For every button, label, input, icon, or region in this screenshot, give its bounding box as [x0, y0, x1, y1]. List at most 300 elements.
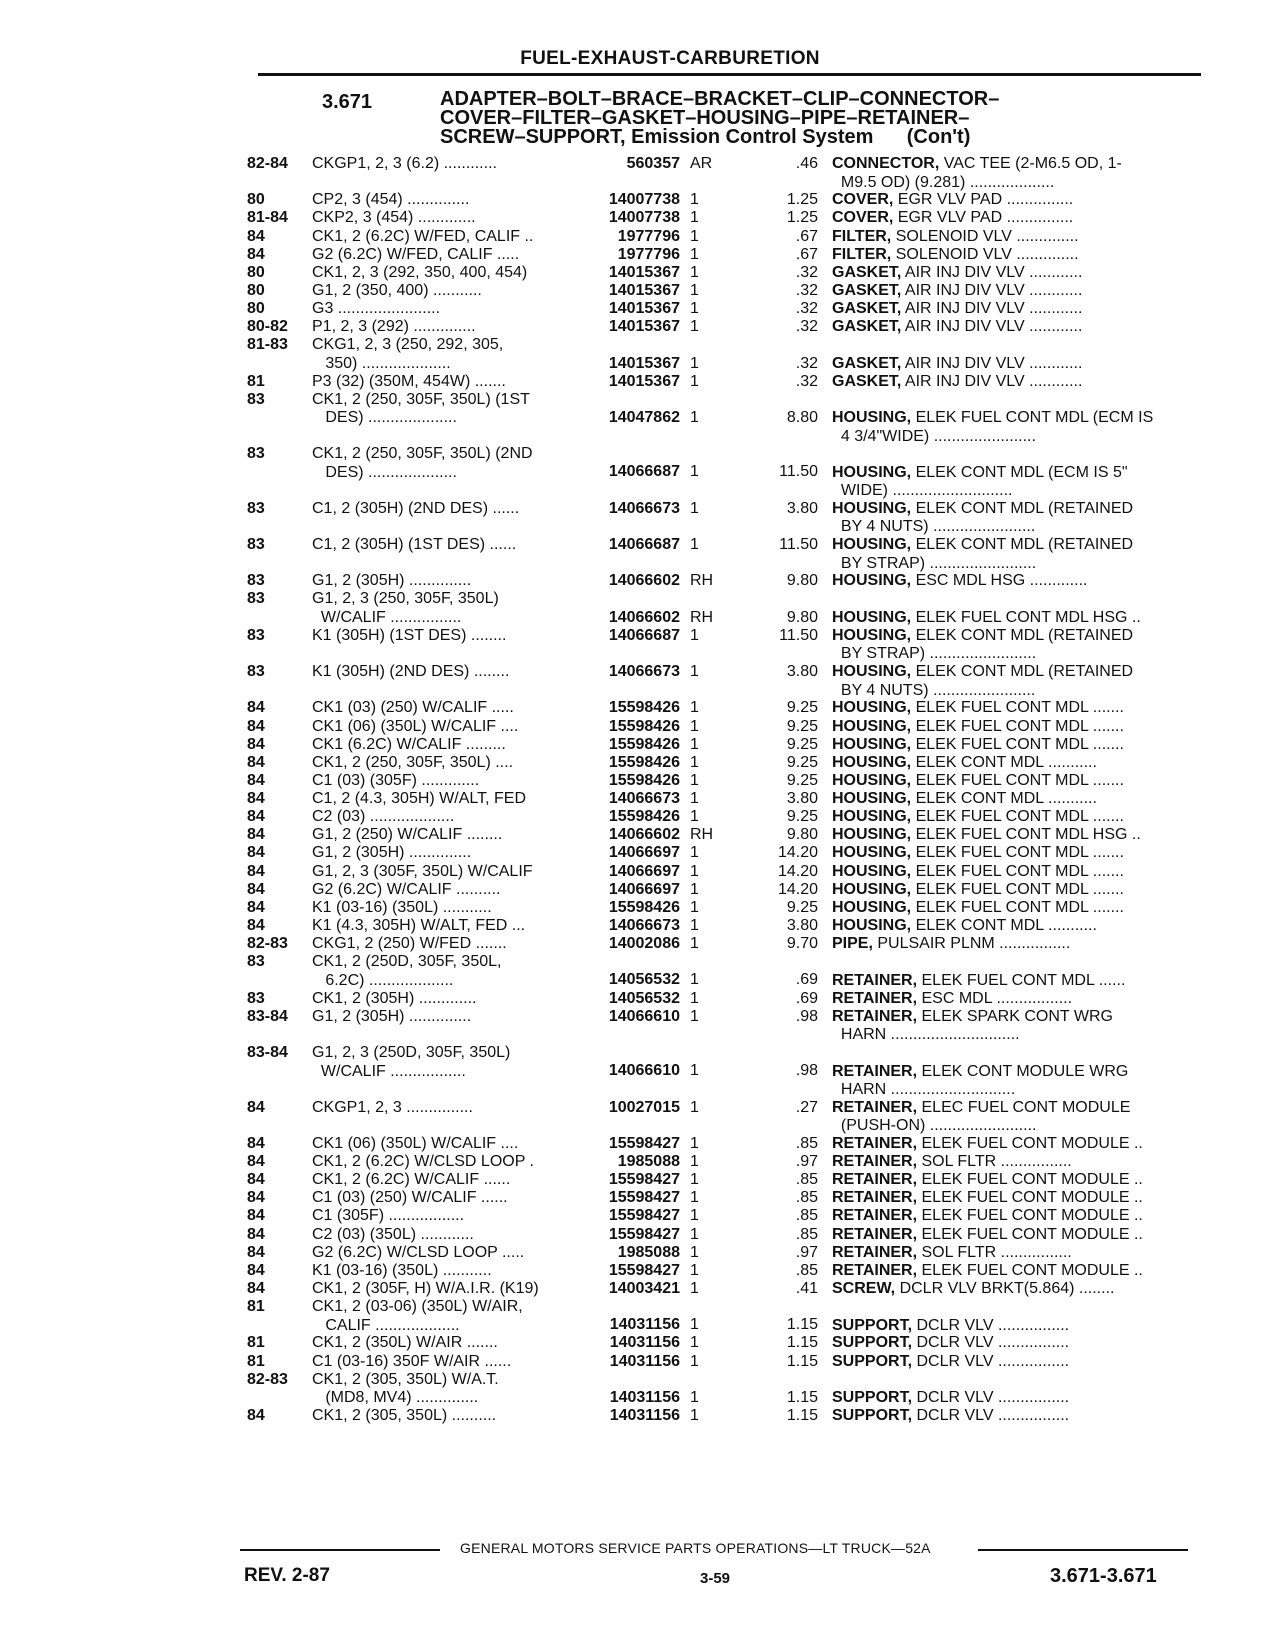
cell-description: HOUSING, ELEK FUEL CONT MDL ....... — [832, 844, 1124, 862]
cell-model: G1, 2 (350, 400) ........... — [312, 282, 482, 299]
cell-part-number: 14066673 — [608, 917, 680, 935]
cell-model: CK1, 2 (305, 350L) W/A.T. (MD8, MV4) .............. — [312, 1370, 499, 1407]
cell-price: .69 — [795, 989, 818, 1007]
cell-description: RETAINER, ELEK FUEL CONT MODULE .. — [832, 1225, 1143, 1243]
table-row — [0, 1244, 1280, 1262]
cell-model: CK1, 2 (250, 305F, 350L) .... — [312, 753, 514, 771]
cell-description: RETAINER, SOL FLTR ................ — [832, 1152, 1072, 1170]
table-row — [0, 264, 1280, 282]
cell-quantity: 1 — [690, 898, 699, 916]
cell-year: 84 — [247, 1261, 265, 1279]
cell-model: CK1 (03) (250) W/CALIF ..... — [312, 699, 514, 717]
cell-description: RETAINER, ELEK FUEL CONT MODULE .. — [832, 1207, 1143, 1225]
cell-year: 84 — [247, 699, 265, 717]
cell-part-number: 14056532 — [608, 971, 680, 989]
cell-model: K1 (03-16) (350L) ........... — [312, 1261, 492, 1279]
cell-part-number: 14066673 — [608, 663, 680, 681]
table-row — [0, 881, 1280, 899]
cell-description: HOUSING, ELEK CONT MDL ........... — [832, 917, 1097, 935]
cell-price: 9.25 — [786, 898, 818, 916]
cell-model: C1, 2 (4.3, 305H) W/ALT, FED — [312, 790, 526, 808]
cell-description: RETAINER, ELEK FUEL CONT MODULE .. — [832, 1171, 1143, 1189]
cell-description: SUPPORT, DCLR VLV ................ — [832, 1406, 1070, 1424]
cell-price: 1.25 — [786, 191, 818, 209]
cell-price: .67 — [795, 245, 818, 263]
table-row — [0, 953, 1280, 989]
cell-part-number: 15598427 — [608, 1189, 680, 1207]
cell-quantity: 1 — [690, 1406, 699, 1424]
cell-part-number: 14015367 — [608, 318, 680, 336]
cell-model: CK1, 2 (305, 350L) .......... — [312, 1406, 497, 1424]
cell-year: 81 — [247, 1352, 265, 1370]
cell-part-number: 14015367 — [608, 300, 680, 318]
cell-year: 84 — [247, 790, 265, 808]
cell-model: C2 (03) (350L) ............ — [312, 1225, 474, 1243]
cell-part-number: 14066610 — [608, 1062, 680, 1080]
cell-part-number: 560357 — [626, 155, 680, 172]
table-row — [0, 754, 1280, 772]
cell-price: 3.80 — [786, 790, 818, 808]
cell-model: CKG1, 2 (250) W/FED ....... — [312, 935, 507, 953]
table-row — [0, 300, 1280, 318]
cell-description: HOUSING, ELEK FUEL CONT MDL ....... — [832, 880, 1124, 898]
cell-description: FILTER, SOLENOID VLV .............. — [832, 227, 1079, 245]
cell-price: .85 — [795, 1171, 818, 1189]
table-row — [0, 808, 1280, 826]
section-title-line-3: SCREW–SUPPORT, Emission Control System (Con't) — [440, 126, 971, 148]
cell-part-number: 14066697 — [608, 844, 680, 862]
cell-price: .85 — [795, 1261, 818, 1279]
cell-year: 83-84 — [247, 1007, 288, 1025]
table-row — [0, 1153, 1280, 1171]
cell-model: C1 (03) (305F) ............. — [312, 771, 480, 789]
table-row — [0, 935, 1280, 953]
cell-part-number: 14031156 — [609, 1406, 680, 1424]
cell-year: 84 — [247, 1098, 265, 1116]
cell-part-number: 14066687 — [608, 463, 680, 481]
cell-quantity: 1 — [690, 209, 699, 227]
cell-part-number: 14015367 — [608, 372, 680, 390]
cell-year: 81 — [247, 1298, 265, 1316]
table-row — [0, 1334, 1280, 1352]
cell-part-number: 14015367 — [608, 263, 680, 281]
table-row — [0, 1008, 1280, 1044]
footer-publisher: GENERAL MOTORS SERVICE PARTS OPERATIONS—LT TRUCK—52A — [460, 1540, 931, 1556]
cell-part-number: 14002086 — [608, 935, 680, 953]
cell-part-number: 14056532 — [608, 989, 680, 1007]
cell-part-number: 14007738 — [608, 191, 680, 209]
cell-description: HOUSING, ELEK FUEL CONT MDL ....... — [832, 808, 1124, 826]
cell-model: CK1 (06) (350L) W/CALIF .... — [312, 717, 519, 735]
cell-model: C1 (03-16) 350F W/AIR ...... — [312, 1352, 512, 1370]
table-row — [0, 826, 1280, 844]
cell-year: 82-83 — [247, 935, 288, 953]
cell-quantity: 1 — [690, 263, 699, 281]
cell-description: HOUSING, ELEK FUEL CONT MDL ....... — [832, 898, 1124, 916]
cell-year: 84 — [247, 880, 265, 898]
cell-year: 83 — [247, 390, 265, 408]
cell-year: 82-84 — [247, 155, 288, 172]
cell-price: .32 — [795, 300, 818, 318]
cell-description: HOUSING, ELEK FUEL CONT MDL ....... — [832, 717, 1124, 735]
table-row — [0, 718, 1280, 736]
cell-quantity: 1 — [690, 300, 699, 318]
cell-price: 1.15 — [786, 1334, 818, 1352]
cell-price: .98 — [795, 1007, 818, 1025]
footer-revision: REV. 2-87 — [244, 1565, 330, 1586]
cell-year: 83 — [247, 989, 265, 1007]
cell-part-number: 1985088 — [617, 1243, 680, 1261]
table-row — [0, 445, 1280, 499]
cell-description: PIPE, PULSAIR PLNM ................ — [832, 935, 1071, 953]
cell-quantity: 1 — [690, 1225, 699, 1243]
table-row — [0, 844, 1280, 862]
cell-part-number: 15598426 — [608, 735, 680, 753]
cell-quantity: 1 — [690, 372, 699, 390]
footer-section-range: 3.671-3.671 — [1050, 1565, 1157, 1587]
section-title-line-2: COVER–FILTER–GASKET–HOUSING–PIPE–RETAINER– — [440, 107, 970, 129]
cell-year: 83 — [247, 445, 265, 463]
cell-part-number: 15598426 — [608, 898, 680, 916]
cell-model: CK1, 2 (350L) W/AIR ....... — [312, 1334, 498, 1352]
header-rule — [258, 73, 1201, 76]
cell-model: CP2, 3 (454) .............. — [312, 191, 470, 209]
cell-model: G1, 2 (305H) .............. — [312, 1007, 472, 1025]
cell-part-number: 1977796 — [617, 245, 680, 263]
cell-part-number: 14066697 — [608, 880, 680, 898]
cell-quantity: 1 — [690, 808, 699, 826]
cell-price: .46 — [795, 155, 818, 172]
table-row — [0, 1044, 1280, 1098]
cell-quantity: 1 — [690, 917, 699, 935]
cell-year: 84 — [247, 771, 265, 789]
cell-description: RETAINER, ELEK SPARK CONT WRG HARN ............................. — [832, 1007, 1113, 1044]
cell-model: G1, 2 (305H) .............. — [312, 572, 472, 590]
cell-part-number: 1985088 — [617, 1152, 680, 1170]
table-row — [0, 1280, 1280, 1298]
cell-part-number: 14047862 — [608, 409, 680, 426]
cell-quantity: 1 — [690, 626, 699, 644]
cell-quantity: RH — [690, 608, 714, 626]
cell-quantity: 1 — [690, 1279, 699, 1297]
cell-model: G2 (6.2C) W/FED, CALIF ..... — [312, 245, 520, 263]
cell-model: K1 (305H) (1ST DES) ........ — [312, 626, 507, 644]
cell-year: 84 — [247, 1152, 265, 1170]
table-row — [0, 282, 1280, 300]
table-row — [0, 1189, 1280, 1207]
cell-quantity: 1 — [690, 753, 699, 771]
cell-price: 9.25 — [786, 771, 818, 789]
cell-year: 84 — [247, 245, 265, 263]
table-row — [0, 863, 1280, 881]
table-row — [0, 373, 1280, 391]
cell-description: GASKET, AIR INJ DIV VLV ............ — [832, 318, 1083, 336]
cell-description: GASKET, AIR INJ DIV VLV ............ — [832, 263, 1083, 281]
cell-description: GASKET, AIR INJ DIV VLV ............ — [832, 300, 1083, 318]
cell-description: GASKET, AIR INJ DIV VLV ............ — [832, 372, 1083, 390]
cell-price: 9.80 — [786, 826, 818, 844]
cell-quantity: 1 — [690, 1261, 699, 1279]
cell-part-number: 10027015 — [608, 1098, 680, 1116]
cell-quantity: 1 — [690, 227, 699, 245]
cell-year: 84 — [247, 862, 265, 880]
cell-year: 81 — [247, 1334, 265, 1352]
cell-description: HOUSING, ELEK CONT MDL (RETAINED BY STRAP) ........................ — [832, 626, 1134, 663]
cell-year: 84 — [247, 898, 265, 916]
cell-quantity: 1 — [690, 790, 699, 808]
cell-price: .85 — [795, 1134, 818, 1152]
cell-year: 84 — [247, 1279, 265, 1297]
cell-year: 84 — [247, 717, 265, 735]
cell-model: C1, 2 (305H) (2ND DES) ...... — [312, 499, 520, 517]
cell-model: CK1, 2 (6.2C) W/CLSD LOOP . — [312, 1152, 534, 1170]
cell-year: 84 — [247, 844, 265, 862]
cell-model: K1 (305H) (2ND DES) ........ — [312, 663, 510, 681]
cell-price: .67 — [795, 227, 818, 245]
cell-model: CKGP1, 2, 3 (6.2) ............ — [312, 155, 497, 172]
cell-quantity: 1 — [690, 880, 699, 898]
cell-price: 9.80 — [786, 608, 818, 626]
cell-model: CK1, 2 (305F, H) W/A.I.R. (K19) — [312, 1279, 539, 1297]
cell-quantity: 1 — [690, 699, 699, 717]
cell-part-number: 14003421 — [608, 1279, 680, 1297]
parts-table — [0, 155, 1280, 1425]
cell-price: 9.80 — [786, 572, 818, 590]
cell-part-number: 14031156 — [609, 1352, 680, 1370]
table-row — [0, 590, 1280, 626]
cell-description: HOUSING, ELEK FUEL CONT MDL (ECM IS 4 3/4"WIDE) ....................... — [832, 409, 1154, 446]
cell-price: 3.80 — [786, 663, 818, 681]
cell-price: 9.25 — [786, 699, 818, 717]
cell-model: C1, 2 (305H) (1ST DES) ...... — [312, 536, 517, 554]
cell-quantity: 1 — [690, 771, 699, 789]
table-row — [0, 1135, 1280, 1153]
cell-price: 1.15 — [786, 1316, 818, 1334]
cell-model: CKG1, 2, 3 (250, 292, 305, 350) .................... — [312, 336, 504, 373]
table-row — [0, 500, 1280, 536]
cell-model: CK1 (06) (350L) W/CALIF .... — [312, 1134, 519, 1152]
cell-price: 8.80 — [786, 409, 818, 426]
cell-quantity: 1 — [690, 245, 699, 263]
cell-year: 83 — [247, 572, 265, 590]
cell-model: CKGP1, 2, 3 ............... — [312, 1098, 473, 1116]
cell-description: SUPPORT, DCLR VLV ................ — [832, 1316, 1070, 1334]
cell-quantity: 1 — [690, 935, 699, 953]
cell-description: SUPPORT, DCLR VLV ................ — [832, 1352, 1070, 1370]
cell-description: RETAINER, SOL FLTR ................ — [832, 1243, 1072, 1261]
cell-part-number: 14066602 — [608, 572, 680, 590]
cell-price: .41 — [795, 1279, 818, 1297]
cell-year: 80 — [247, 300, 265, 318]
table-row — [0, 246, 1280, 264]
cell-model: CK1, 2 (03-06) (350L) W/AIR, CALIF ................... — [312, 1298, 523, 1334]
cell-part-number: 14066697 — [608, 862, 680, 880]
cell-year: 84 — [247, 1171, 265, 1189]
table-row — [0, 1407, 1280, 1425]
cell-part-number: 14066687 — [608, 536, 680, 554]
table-row — [0, 990, 1280, 1008]
cell-price: 9.25 — [786, 735, 818, 753]
section-number: 3.671 — [322, 91, 373, 113]
cell-part-number: 15598426 — [608, 771, 680, 789]
cell-part-number: 14066687 — [608, 626, 680, 644]
cell-part-number: 15598426 — [608, 753, 680, 771]
cell-quantity: 1 — [690, 1243, 699, 1261]
cell-description: COVER, EGR VLV PAD ............... — [832, 209, 1074, 227]
cell-quantity: 1 — [690, 1388, 699, 1406]
cell-price: 1.15 — [786, 1406, 818, 1424]
cell-model: CK1, 2 (250, 305F, 350L) (2ND DES) .................... — [312, 445, 533, 481]
cell-model: CK1, 2 (305H) ............. — [312, 989, 477, 1007]
cell-price: .27 — [795, 1098, 818, 1116]
cell-year: 84 — [247, 917, 265, 935]
cell-part-number: 15598427 — [608, 1171, 680, 1189]
cell-part-number: 15598427 — [608, 1261, 680, 1279]
cell-part-number: 15598426 — [608, 717, 680, 735]
table-row — [0, 627, 1280, 663]
cell-year: 84 — [247, 1225, 265, 1243]
cell-description: HOUSING, ELEK FUEL CONT MDL ....... — [832, 771, 1124, 789]
cell-price: .85 — [795, 1207, 818, 1225]
cell-model: P3 (32) (350M, 454W) ....... — [312, 372, 506, 390]
cell-quantity: 1 — [690, 1316, 699, 1334]
cell-model: CK1, 2 (6.2C) W/CALIF ...... — [312, 1171, 511, 1189]
cell-quantity: 1 — [690, 409, 699, 426]
cell-year: 83 — [247, 953, 265, 971]
cell-part-number: 14031156 — [609, 1316, 680, 1334]
cell-quantity: 1 — [690, 1171, 699, 1189]
cell-quantity: 1 — [690, 1098, 699, 1116]
cell-price: 1.25 — [786, 209, 818, 227]
cell-part-number: 14066610 — [608, 1007, 680, 1025]
cell-description: RETAINER, ELEK FUEL CONT MODULE .. — [832, 1189, 1143, 1207]
cell-quantity: 1 — [690, 844, 699, 862]
cell-price: .69 — [795, 971, 818, 989]
cell-year: 83 — [247, 663, 265, 681]
cell-quantity: 1 — [690, 1352, 699, 1370]
cell-price: .98 — [795, 1062, 818, 1080]
cell-description: RETAINER, ELEK FUEL CONT MODULE .. — [832, 1134, 1143, 1152]
cell-quantity: 1 — [690, 989, 699, 1007]
cell-price: .32 — [795, 318, 818, 336]
cell-model: G3 ....................... — [312, 300, 441, 318]
table-row — [0, 391, 1280, 445]
cell-year: 84 — [247, 1134, 265, 1152]
table-row — [0, 1226, 1280, 1244]
table-row — [0, 663, 1280, 699]
cell-price: .97 — [795, 1152, 818, 1170]
page-header-title: FUEL-EXHAUST-CARBURETION — [520, 48, 820, 69]
cell-quantity: 1 — [690, 717, 699, 735]
cell-part-number: 15598426 — [608, 808, 680, 826]
cell-price: .32 — [795, 263, 818, 281]
cell-part-number: 14015367 — [608, 282, 680, 299]
cell-year: 83 — [247, 626, 265, 644]
cell-quantity: AR — [690, 155, 713, 172]
cell-quantity: RH — [690, 572, 714, 590]
cell-quantity: 1 — [690, 735, 699, 753]
cell-model: CK1, 2 (6.2C) W/FED, CALIF .. — [312, 227, 534, 245]
cell-price: .85 — [795, 1189, 818, 1207]
table-row — [0, 228, 1280, 246]
cell-part-number: 1977796 — [617, 227, 680, 245]
table-row — [0, 1353, 1280, 1371]
cell-year: 84 — [247, 735, 265, 753]
table-row — [0, 1171, 1280, 1189]
cell-description: HOUSING, ELEK CONT MDL (RETAINED BY STRAP) ........................ — [832, 536, 1134, 572]
cell-part-number: 14007738 — [608, 209, 680, 227]
cell-description: RETAINER, ELEK CONT MODULE WRG HARN ............................ — [832, 1062, 1129, 1099]
cell-price: .32 — [795, 354, 818, 372]
cell-model: C1 (03) (250) W/CALIF ...... — [312, 1189, 508, 1207]
cell-year: 83-84 — [247, 1044, 288, 1062]
cell-description: HOUSING, ELEK CONT MDL (ECM IS 5" WIDE) ........................... — [832, 463, 1128, 500]
cell-model: CK1 (6.2C) W/CALIF ......... — [312, 735, 506, 753]
cell-model: G2 (6.2C) W/CALIF .......... — [312, 880, 501, 898]
cell-model: CK1, 2 (250D, 305F, 350L, 6.2C) ................... — [312, 953, 502, 989]
cell-part-number: 15598427 — [608, 1134, 680, 1152]
cell-description: HOUSING, ELEK CONT MDL (RETAINED BY 4 NUTS) ....................... — [832, 499, 1134, 536]
section-title-line-1: ADAPTER–BOLT–BRACE–BRACKET–CLIP–CONNECTOR– — [440, 88, 1000, 110]
cell-description: HOUSING, ELEK FUEL CONT MDL ....... — [832, 735, 1124, 753]
section-title — [440, 90, 1200, 147]
cell-year: 83 — [247, 499, 265, 517]
cell-model: G1, 2 (305H) .............. — [312, 844, 472, 862]
cell-part-number: 14066602 — [608, 608, 680, 626]
cell-quantity: 1 — [690, 862, 699, 880]
cell-year: 84 — [247, 1189, 265, 1207]
cell-model: K1 (4.3, 305H) W/ALT, FED ... — [312, 917, 526, 935]
cell-part-number: 14031156 — [609, 1388, 680, 1406]
cell-price: 3.80 — [786, 917, 818, 935]
table-row — [0, 899, 1280, 917]
cell-description: HOUSING, ELEK CONT MDL ........... — [832, 790, 1097, 808]
cell-price: .85 — [795, 1225, 818, 1243]
cell-part-number: 14066673 — [608, 790, 680, 808]
cell-model: P1, 2, 3 (292) .............. — [312, 318, 476, 336]
table-row — [0, 536, 1280, 572]
cell-model: C2 (03) ................... — [312, 808, 455, 826]
cell-part-number: 15598427 — [608, 1207, 680, 1225]
cell-model: C1 (305F) ................. — [312, 1207, 465, 1225]
cell-price: 11.50 — [779, 463, 818, 481]
cell-part-number: 14066602 — [608, 826, 680, 844]
table-row — [0, 336, 1280, 372]
cell-description: FILTER, SOLENOID VLV .............. — [832, 245, 1079, 263]
cell-quantity: 1 — [690, 971, 699, 989]
cell-quantity: 1 — [690, 282, 699, 299]
table-row — [0, 772, 1280, 790]
cell-quantity: 1 — [690, 318, 699, 336]
cell-year: 81-84 — [247, 209, 288, 227]
cell-model: G2 (6.2C) W/CLSD LOOP ..... — [312, 1243, 525, 1261]
cell-quantity: 1 — [690, 1152, 699, 1170]
cell-price: 9.25 — [786, 808, 818, 826]
cell-model: G1, 2 (250) W/CALIF ........ — [312, 826, 503, 844]
cell-price: 1.15 — [786, 1352, 818, 1370]
table-row — [0, 572, 1280, 590]
cell-model: CK1, 2, 3 (292, 350, 400, 454) — [312, 263, 528, 281]
cell-year: 83 — [247, 590, 265, 608]
footer-rule-right — [978, 1549, 1188, 1551]
cell-model: K1 (03-16) (350L) ........... — [312, 898, 492, 916]
cell-year: 80 — [247, 263, 265, 281]
table-row — [0, 699, 1280, 717]
cell-year: 83 — [247, 536, 265, 554]
cell-description: HOUSING, ELEK FUEL CONT MDL ....... — [832, 699, 1124, 717]
cell-price: 11.50 — [779, 536, 818, 554]
cell-description: RETAINER, ELEK FUEL CONT MODULE .. — [832, 1261, 1143, 1279]
